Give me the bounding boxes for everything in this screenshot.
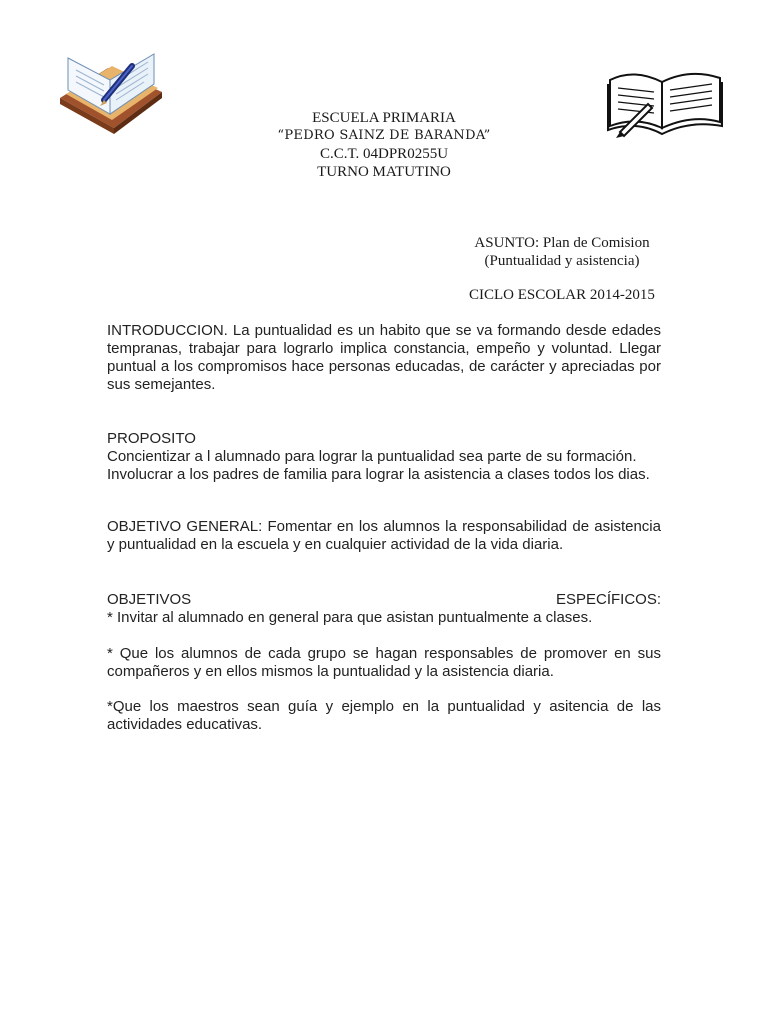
introduction-paragraph: INTRODUCCION. La puntualidad es un habito que se va formando desde edades tempranas, trabajar para lograrlo implica constancia, empeño y voluntad. Llegar puntual a los compromisos hace personas educadas, de carácter y apreciadas por sus semejantes. bbox=[107, 322, 661, 393]
specific-objectives-heading bbox=[107, 591, 661, 609]
school-name: “PEDRO SAINZ DE BARANDA” bbox=[277, 128, 491, 143]
general-objective-paragraph: OBJETIVO GENERAL: Fomentar en los alumnos la responsabilidad de asistencia y puntualidad en la escuela y en cualquier actividad de la vida diaria. bbox=[107, 518, 661, 553]
specific-objectives-section bbox=[107, 591, 661, 627]
purpose-heading: PROPOSITO bbox=[107, 430, 196, 447]
purpose-line-2: Involucrar a los padres de familia para lograr la asistencia a clases todos los dias. bbox=[107, 466, 650, 483]
specific-objective-2: * Que los alumnos de cada grupo se hagan responsables de promover en sus compañeros y en ellos mismos la puntualidad y la asistencia diaria. bbox=[107, 645, 661, 680]
school-cct: C.C.T. 04DPR0255U bbox=[319, 146, 449, 162]
specific-objective-3: *Que los maestros sean guía y ejemplo en la puntualidad y asitencia de las actividades educativas. bbox=[107, 698, 661, 733]
school-shift: TURNO MATUTINO bbox=[317, 164, 451, 180]
specific-objectives-heading-right: ESPECÍFICOS: bbox=[555, 591, 661, 608]
purpose-section bbox=[107, 430, 661, 484]
school-type: ESCUELA PRIMARIA bbox=[312, 110, 456, 126]
specific-objectives-heading-left: OBJETIVOS bbox=[107, 591, 192, 608]
subject-detail: (Puntualidad y asistencia) bbox=[484, 253, 640, 269]
subject-line: ASUNTO: Plan de Comision bbox=[474, 235, 650, 251]
purpose-line-1: Concientizar a l alumnado para lograr la puntualidad sea parte de su formación. bbox=[107, 448, 637, 465]
subject-block bbox=[458, 234, 666, 270]
school-header bbox=[0, 109, 768, 181]
specific-objective-1: * Invitar al alumnado en general para que asistan puntualmente a clases. bbox=[107, 609, 593, 626]
school-year: CICLO ESCOLAR 2014-2015 bbox=[469, 287, 655, 303]
